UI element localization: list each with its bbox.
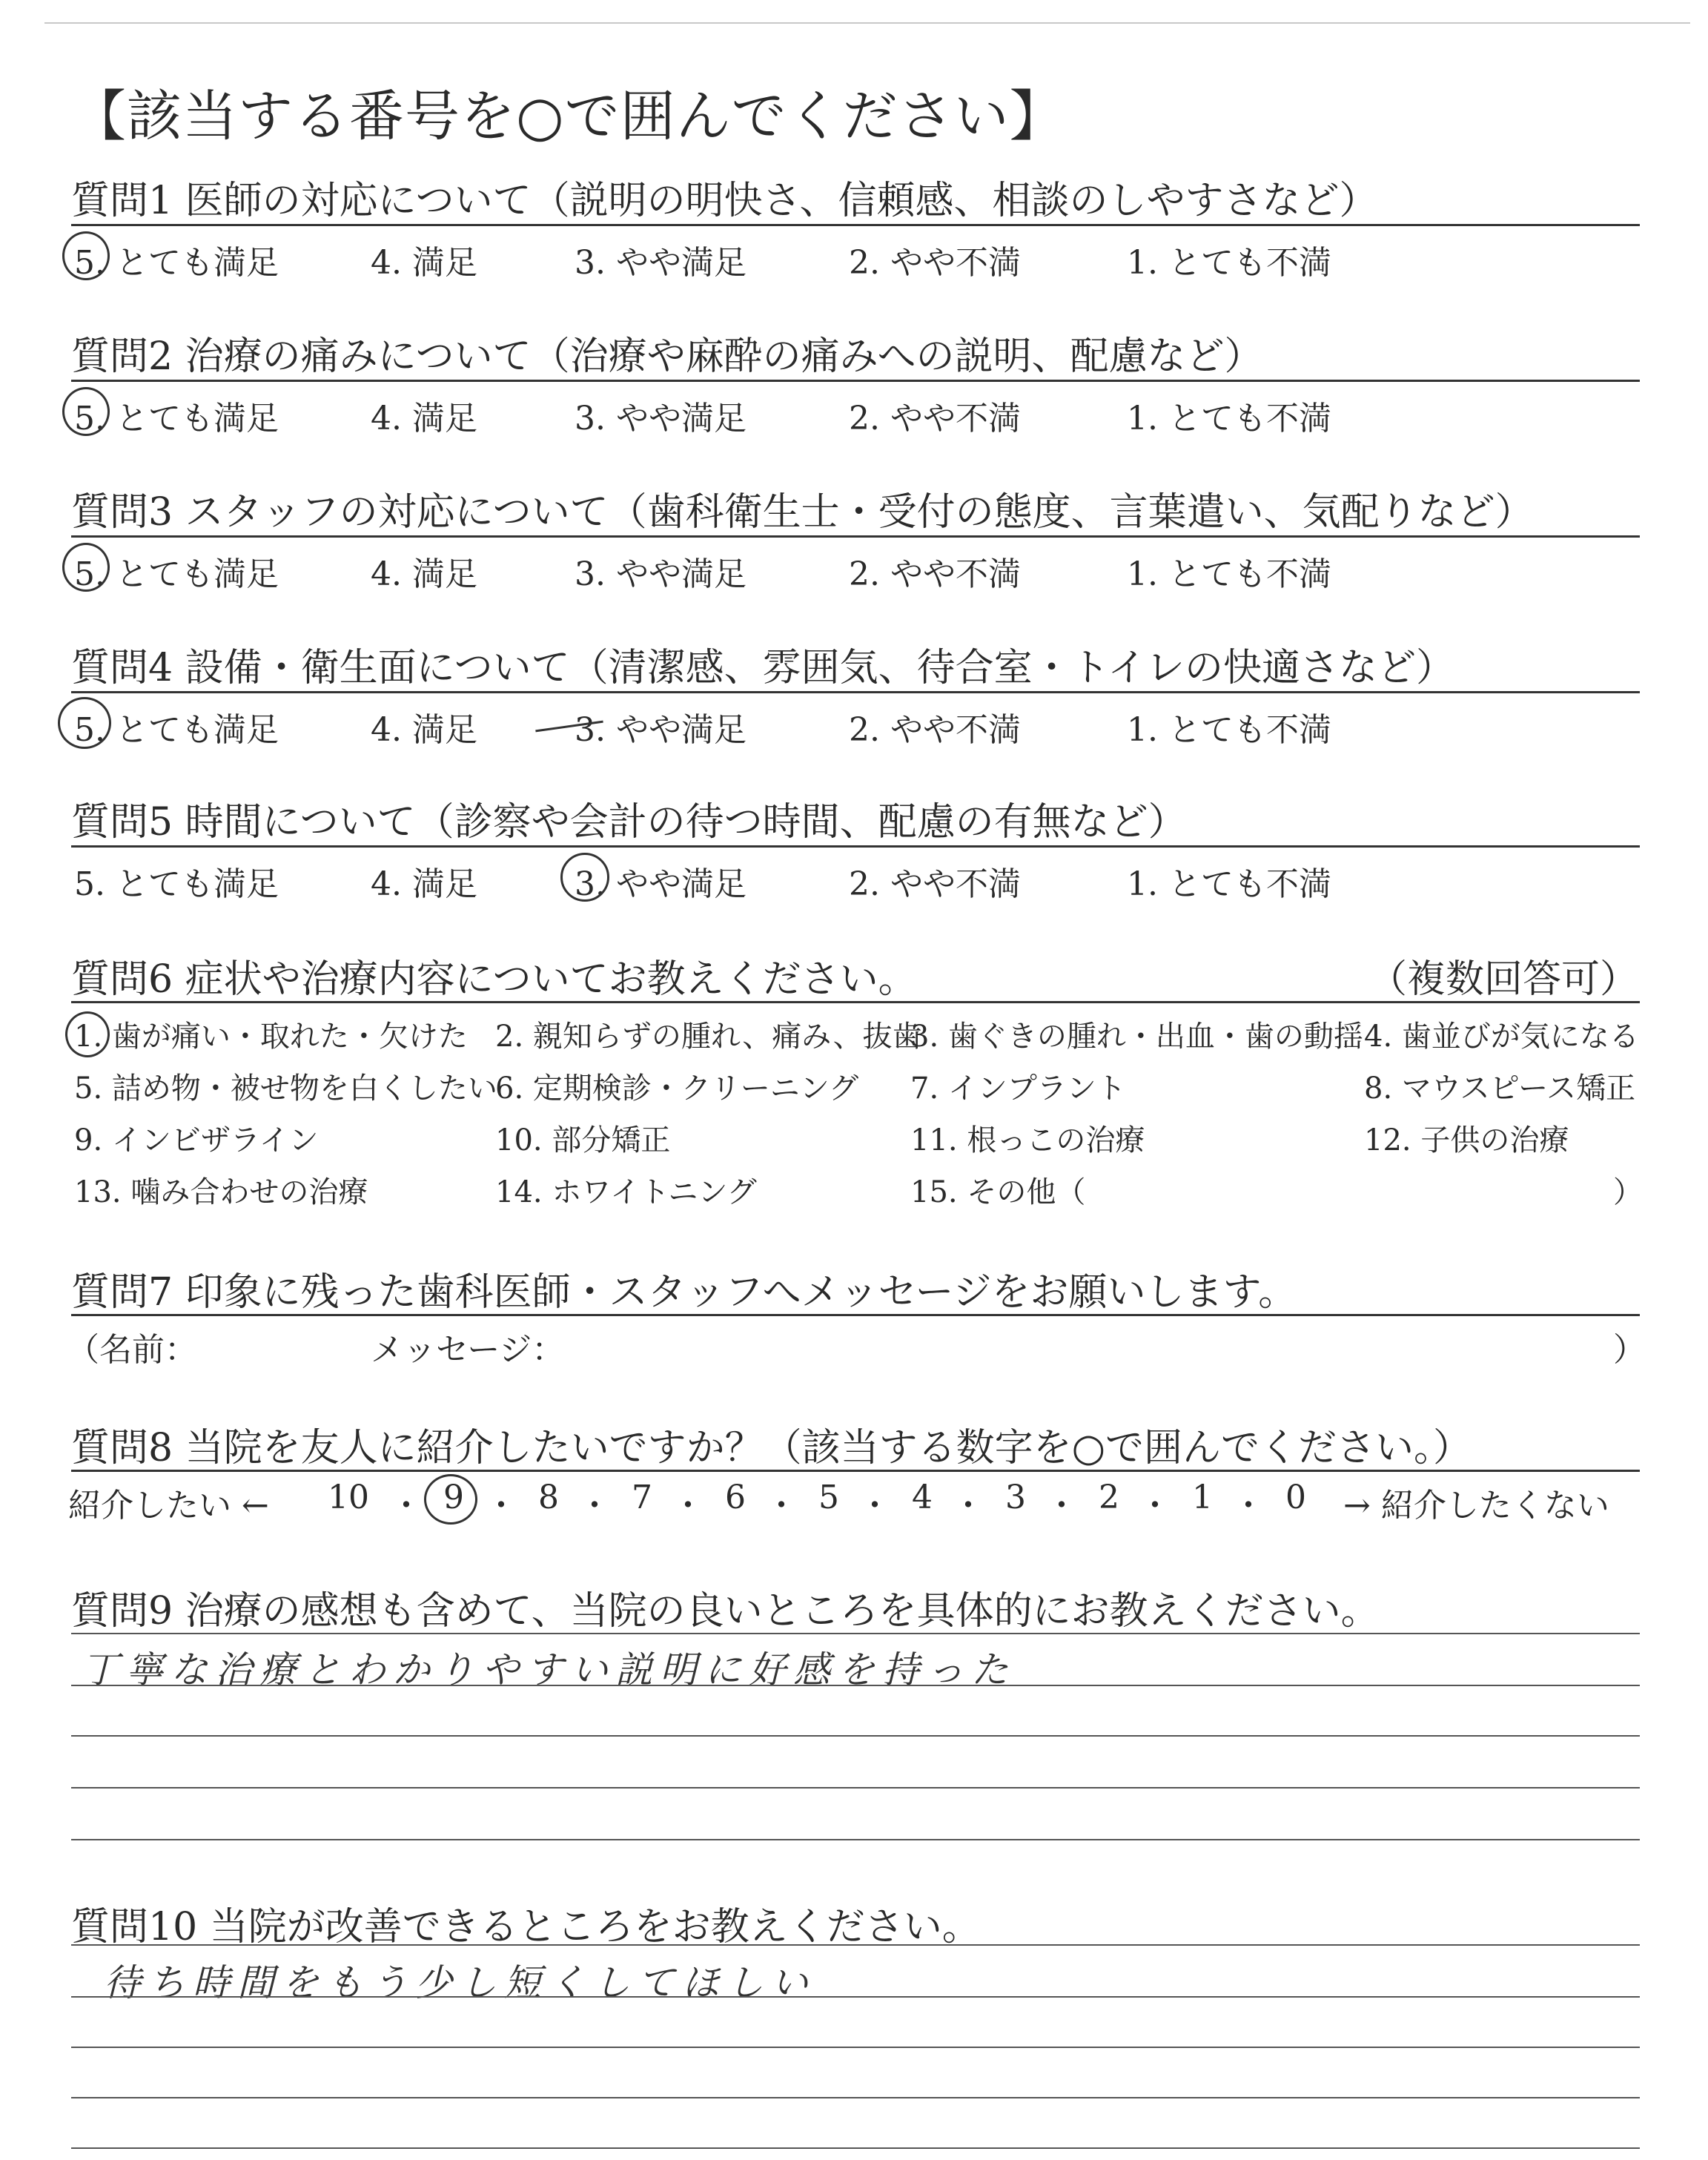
q10-line-5 — [71, 2147, 1640, 2149]
q6-option-13[interactable]: 13. 噛み合わせの治療 — [74, 1175, 368, 1209]
q6-underline — [71, 1001, 1640, 1003]
q8-scale-9[interactable]: 9 — [443, 1479, 464, 1516]
q2-option-5[interactable]: 5. とても満足 — [74, 400, 279, 437]
q6-option-6[interactable]: 6. 定期検診・クリーニング — [495, 1071, 859, 1106]
q8-scale-1[interactable]: 1 — [1192, 1479, 1213, 1516]
q8-scale-2[interactable]: 2 — [1099, 1479, 1119, 1516]
q6-option-3[interactable]: 3. 歯ぐきの腫れ・出血・歯の動揺 — [910, 1020, 1363, 1054]
q6-option-12[interactable]: 12. 子供の治療 — [1364, 1123, 1569, 1157]
q5-option-1[interactable]: 1. とても不満 — [1127, 865, 1331, 903]
q6-option-14[interactable]: 14. ホワイトニング — [495, 1175, 757, 1209]
q8-separator: ・ — [1139, 1487, 1171, 1525]
form-title: 【該当する番号を○で囲んでください】 — [71, 85, 1065, 148]
q4-option-3[interactable]: 3. やや満足 — [575, 711, 747, 749]
q4-option-1[interactable]: 1. とても不満 — [1127, 711, 1331, 749]
q7-name-label: （名前： — [67, 1331, 197, 1369]
q9-line-1 — [71, 1633, 1640, 1634]
q3-option-1[interactable]: 1. とても不満 — [1127, 555, 1331, 593]
q4-selection-circle — [58, 697, 111, 749]
q8-separator: ・ — [390, 1487, 423, 1525]
q9-line-4 — [71, 1787, 1640, 1789]
q6-option-15[interactable]: 15. その他（ — [910, 1175, 1086, 1209]
q10-handwritten-answer[interactable]: 待ち時間をもう少し短くしてほしい — [104, 1961, 815, 2004]
q10-title: 質問10 当院が改善できるところをお教えください。 — [71, 1905, 981, 1949]
q4-option-2[interactable]: 2. やや不満 — [849, 711, 1021, 749]
q10-line-3 — [71, 2047, 1640, 2048]
q1-option-3[interactable]: 3. やや満足 — [575, 244, 747, 282]
q8-separator: ・ — [765, 1487, 798, 1525]
q1-title: 質問1 医師の対応について（説明の明快さ、信頼感、相談のしやすさなど） — [71, 179, 1378, 223]
q10-line-2 — [71, 1996, 1640, 1998]
q6-option-5[interactable]: 5. 詰め物・被せ物を白くしたい — [74, 1071, 497, 1106]
top-divider — [44, 22, 1690, 24]
q3-underline — [71, 535, 1640, 538]
q7-underline — [71, 1314, 1640, 1316]
q8-right-label: → 紹介したくない — [1343, 1487, 1609, 1525]
q5-selection-circle — [560, 853, 609, 902]
q10-line-1 — [71, 1944, 1640, 1946]
q8-separator: ・ — [578, 1487, 611, 1525]
q4-underline — [71, 691, 1640, 693]
q7-close-paren: ） — [1613, 1331, 1646, 1369]
q8-left-label: 紹介したい ← — [68, 1487, 269, 1525]
q10-line-4 — [71, 2097, 1640, 2098]
q6-option-4[interactable]: 4. 歯並びが気になる — [1364, 1020, 1639, 1054]
q9-line-3 — [71, 1735, 1640, 1737]
q6-option-8[interactable]: 8. マウスピース矯正 — [1364, 1071, 1636, 1106]
q3-option-4[interactable]: 4. 満足 — [371, 555, 477, 593]
q8-underline — [71, 1470, 1640, 1472]
q2-option-2[interactable]: 2. やや不満 — [849, 400, 1021, 437]
q8-scale-8[interactable]: 8 — [538, 1479, 559, 1516]
q5-option-2[interactable]: 2. やや不満 — [849, 865, 1021, 903]
q8-scale-4[interactable]: 4 — [912, 1479, 933, 1516]
q2-underline — [71, 380, 1640, 382]
q7-message-label: メッセージ： — [371, 1331, 565, 1369]
q6-other-close-paren: ） — [1613, 1175, 1643, 1209]
q8-separator: ・ — [1045, 1487, 1078, 1525]
q8-scale-5[interactable]: 5 — [818, 1479, 839, 1516]
q9-title: 質問9 治療の感想も含めて、当院の良いところを具体的にお教えください。 — [71, 1589, 1380, 1634]
q3-selection-circle — [62, 543, 110, 592]
q1-option-5[interactable]: 5. とても満足 — [74, 244, 279, 282]
q6-note: （複数回答可） — [1368, 957, 1639, 1002]
q8-separator: ・ — [672, 1487, 704, 1525]
q3-option-3[interactable]: 3. やや満足 — [575, 555, 747, 593]
q2-option-4[interactable]: 4. 満足 — [371, 400, 477, 437]
q2-option-1[interactable]: 1. とても不満 — [1127, 400, 1331, 437]
q1-option-2[interactable]: 2. やや不満 — [849, 244, 1021, 282]
q1-underline — [71, 224, 1640, 226]
q9-line-5 — [71, 1839, 1640, 1840]
q4-option-4[interactable]: 4. 満足 — [371, 711, 477, 749]
q3-option-5[interactable]: 5. とても満足 — [74, 555, 279, 593]
q8-title: 質問8 当院を友人に紹介したいですか？（該当する数字を○で囲んでください。） — [71, 1426, 1472, 1470]
q2-title: 質問2 治療の痛みについて（治療や麻酔の痛みへの説明、配慮など） — [71, 334, 1263, 379]
q1-selection-circle — [62, 231, 110, 280]
q8-separator: ・ — [485, 1487, 517, 1525]
q8-separator: ・ — [858, 1487, 891, 1525]
q1-option-4[interactable]: 4. 満足 — [371, 244, 477, 282]
q8-scale-10[interactable]: 10 — [328, 1479, 369, 1516]
q6-option-11[interactable]: 11. 根っこの治療 — [910, 1123, 1145, 1157]
q8-separator: ・ — [1232, 1487, 1265, 1525]
q3-title: 質問3 スタッフの対応について（歯科衛生士・受付の態度、言葉遣い、気配りなど） — [71, 490, 1534, 535]
q4-title: 質問4 設備・衛生面について（清潔感、雰囲気、待合室・トイレの快適さなど） — [71, 646, 1454, 690]
q4-option-5[interactable]: 5. とても満足 — [74, 711, 279, 749]
q8-scale-6[interactable]: 6 — [725, 1479, 746, 1516]
q6-option-10[interactable]: 10. 部分矯正 — [495, 1123, 671, 1157]
q2-selection-circle — [62, 387, 110, 436]
q6-option-1[interactable]: 1. 歯が痛い・取れた・欠けた — [74, 1020, 468, 1054]
q7-title: 質問7 印象に残った歯科医師・スタッフへメッセージをお願いします。 — [71, 1270, 1297, 1315]
q5-underline — [71, 845, 1640, 848]
q9-handwritten-answer[interactable]: 丁寧な治療とわかりやすい説明に好感を持った — [82, 1648, 1016, 1691]
q6-selection-circle — [65, 1011, 110, 1057]
q5-option-3[interactable]: 3. やや満足 — [575, 865, 747, 903]
q8-separator: ・ — [952, 1487, 984, 1525]
q2-option-3[interactable]: 3. やや満足 — [575, 400, 747, 437]
q8-scale-0[interactable]: 0 — [1285, 1479, 1306, 1516]
q6-option-9[interactable]: 9. インビザライン — [74, 1123, 319, 1157]
q8-selection-circle — [424, 1474, 477, 1525]
q5-title: 質問5 時間について（診察や会計の待つ時間、配慮の有無など） — [71, 800, 1187, 845]
q6-title: 質問6 症状や治療内容についてお教えください。 — [71, 957, 917, 1002]
q6-option-7[interactable]: 7. インプラント — [910, 1071, 1126, 1106]
q9-line-2 — [71, 1685, 1640, 1686]
q5-option-5[interactable]: 5. とても満足 — [74, 865, 279, 903]
q1-option-1[interactable]: 1. とても不満 — [1127, 244, 1331, 282]
q5-option-4[interactable]: 4. 満足 — [371, 865, 477, 903]
q8-scale-7[interactable]: 7 — [632, 1479, 652, 1516]
q3-option-2[interactable]: 2. やや不満 — [849, 555, 1021, 593]
q6-option-2[interactable]: 2. 親知らずの腫れ、痛み、抜歯 — [495, 1020, 922, 1054]
q8-scale-3[interactable]: 3 — [1005, 1479, 1026, 1516]
